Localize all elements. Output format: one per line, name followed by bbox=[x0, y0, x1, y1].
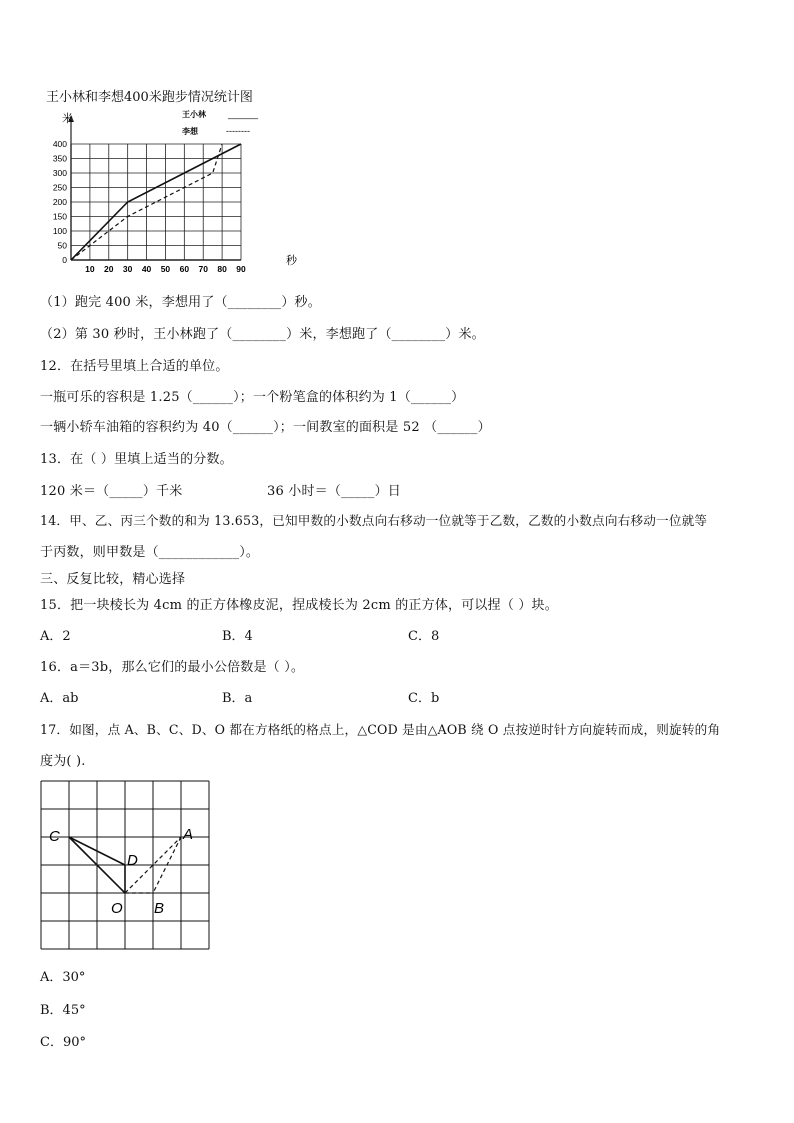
question-11-part-2: （2）第 30 秒时，王小林跑了（________）米，李想跑了（________）米。 bbox=[40, 327, 485, 342]
question-15-option-c: C．8 bbox=[408, 629, 440, 644]
question-15-option-a: A．2 bbox=[40, 629, 71, 644]
question-13-part-b: 36 小时＝（_____）日 bbox=[267, 484, 401, 499]
question-16-option-c: C．b bbox=[408, 691, 440, 706]
question-14-line-1: 14．甲、乙、丙三个数的和为 13.653，已知甲数的小数点向右移动一位就等于乙数，乙数的小数点向右移动一位就等 bbox=[40, 513, 708, 528]
line-chart bbox=[40, 108, 310, 274]
rotation-grid-figure bbox=[38, 778, 212, 954]
question-14-line-2: 于丙数，则甲数是（____________）。 bbox=[40, 545, 260, 560]
question-15: 15．把一块棱长为 4cm 的正方体橡皮泥，捏成棱长为 2cm 的正方体，可以捏（ ）块。 bbox=[40, 598, 558, 613]
question-17-line-2: 度为( ). bbox=[40, 754, 86, 769]
chart-title: 王小林和李想400米跑步情况统计图 bbox=[46, 90, 253, 105]
y-tick-label: 100 bbox=[52, 226, 67, 236]
question-13: 13．在（ ）里填上适当的分数。 bbox=[40, 452, 233, 467]
chart-tick-labels bbox=[53, 139, 246, 274]
chart-legend bbox=[181, 109, 259, 136]
y-tick-label: 50 bbox=[57, 240, 67, 251]
point-label-a: A bbox=[183, 826, 194, 843]
point-label-b: B bbox=[154, 900, 165, 917]
question-15-option-b: B．4 bbox=[222, 629, 253, 644]
question-17-line-1: 17．如图，点 A、B、C、D、O 都在方格纸的格点上，△COD 是由△AOB 绕 O 点按逆时针方向旋转而成，则旋转的角 bbox=[40, 722, 721, 737]
question-17-option-c: C．90° bbox=[40, 1035, 86, 1050]
point-label-o: O bbox=[111, 900, 123, 917]
x-tick-label: 30 bbox=[122, 264, 133, 274]
legend-sample-dashed: -------- bbox=[226, 126, 250, 136]
question-16: 16．a＝3b，那么它们的最小公倍数是（ ）。 bbox=[40, 660, 305, 675]
x-tick-label: 50 bbox=[160, 264, 171, 274]
question-17-option-a: A．30° bbox=[40, 970, 86, 985]
y-axis-label: 米 bbox=[62, 113, 73, 125]
question-16-option-b: B．a bbox=[222, 691, 253, 706]
y-tick-label: 150 bbox=[52, 211, 67, 222]
legend-label-lixiang: 李想 bbox=[182, 127, 198, 136]
question-17-option-b: B．45° bbox=[40, 1003, 86, 1018]
question-16-option-a: A．ab bbox=[40, 691, 79, 706]
y-tick-label: 300 bbox=[52, 168, 67, 178]
x-tick-label: 70 bbox=[198, 264, 208, 274]
y-tick-label: 250 bbox=[52, 182, 67, 193]
legend-sample-solid: ______ bbox=[228, 109, 259, 119]
x-tick-label: 90 bbox=[236, 264, 246, 274]
x-tick-label: 80 bbox=[217, 264, 227, 274]
question-13-part-a: 120 米＝（_____）千米 bbox=[40, 484, 183, 499]
question-12-line-a: 一瓶可乐的容积是 1.25（______）；一个粉笔盒的体积约为 1（______） bbox=[40, 390, 465, 405]
point-label-c: C bbox=[49, 828, 60, 845]
section-3-heading: 三、反复比较，精心选择 bbox=[40, 572, 186, 587]
y-tick-label: 0 bbox=[62, 255, 67, 265]
x-tick-label: 10 bbox=[85, 264, 95, 274]
question-12: 12．在括号里填上合适的单位。 bbox=[40, 359, 229, 374]
x-tick-label: 60 bbox=[179, 264, 190, 274]
question-11-part-1: （1）跑完 400 米，李想用了（________）秒。 bbox=[40, 295, 321, 310]
x-tick-label: 20 bbox=[104, 264, 114, 274]
x-axis-label: 秒 bbox=[286, 255, 297, 267]
point-label-d: D bbox=[127, 852, 138, 869]
y-tick-label: 400 bbox=[52, 139, 67, 149]
y-tick-label: 200 bbox=[52, 197, 67, 207]
legend-label-wangxiaolin: 王小林 bbox=[182, 110, 206, 119]
x-tick-label: 40 bbox=[141, 264, 152, 274]
question-12-line-b: 一辆小轿车油箱的容积约为 40（______）；一间教室的面积是 52 （______） bbox=[40, 420, 491, 435]
y-tick-label: 350 bbox=[52, 153, 67, 164]
